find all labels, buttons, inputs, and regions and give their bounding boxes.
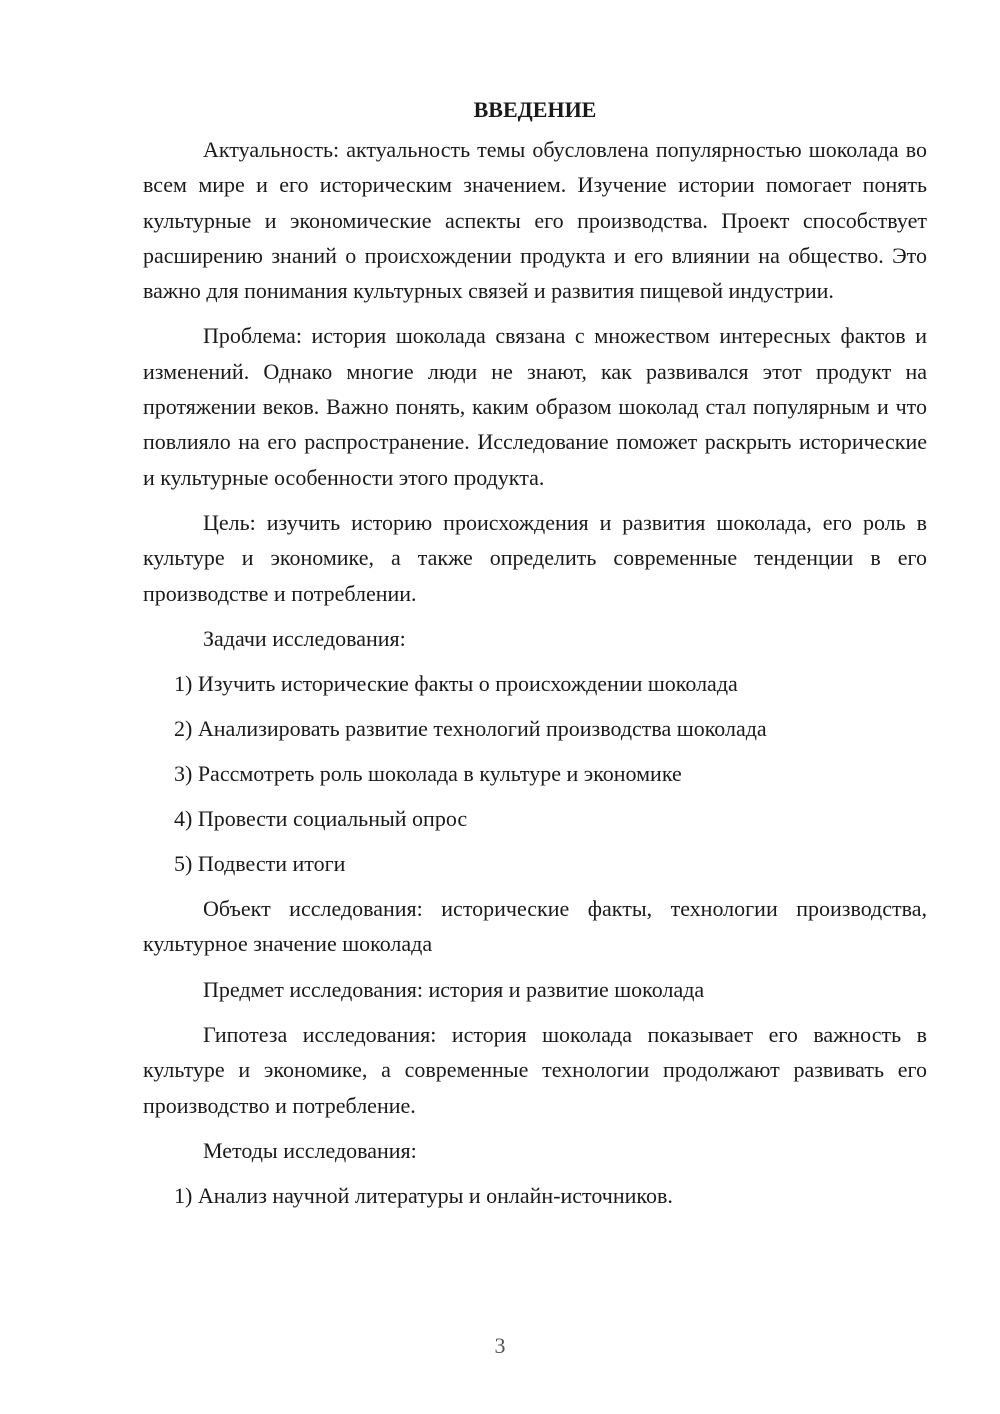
tasks-heading: Задачи исследования: [203, 625, 406, 651]
section-heading: ВВЕДЕНИЕ [473, 97, 597, 122]
page-number: 3 [494, 1333, 506, 1358]
task-item: 5) Подвести итоги [174, 851, 346, 877]
task-item: 3) Рассмотреть роль шоколада в культуре и экономике [174, 761, 682, 787]
document-page [143, 92, 927, 1223]
subject-paragraph: Предмет исследования: история и развитие шоколада [203, 976, 705, 1002]
object-paragraph: Объект исследования: исторические факты, технологии производства, культурное значение шоколада [143, 896, 927, 957]
relevance-paragraph: Актуальность: актуальность темы обусловлена популярностью шоколада во всем мире и его историческим значением. Изучение истории помогает понять культурные и экономические аспекты его производства. Проект способствует расширению знаний о происхождении продукта и его влиянии на общество. Это важно для понимания культурных связей и развития пищевой индустрии. [143, 137, 927, 304]
task-item: 2) Анализировать развитие технологий производства шоколада [174, 716, 767, 742]
goal-paragraph: Цель: изучить историю происхождения и развития шоколада, его роль в культуре и экономике, а также определить современные тенденции в его производстве и потреблении. [143, 509, 927, 606]
task-item: 4) Провести социальный опрос [174, 806, 468, 832]
methods-heading: Методы исследования: [203, 1137, 417, 1163]
hypothesis-paragraph: Гипотеза исследования: история шоколада показывает его важность в культуре и экономике, а современные технологии продолжают развивать его производство и потребление. [143, 1022, 927, 1118]
method-item: 1) Анализ научной литературы и онлайн-источников. [174, 1183, 673, 1209]
task-item: 1) Изучить исторические факты о происхождении шоколада [174, 671, 738, 697]
problem-paragraph: Проблема: история шоколада связана с множеством интересных фактов и изменений. Однако многие люди не знают, как развивался этот продукт на протяжении веков. Важно понять, каким образом шоколад стал популярным и что повлияло на его распространение. Исследование поможет раскрыть исторические и культурные особенности этого продукта. [143, 323, 927, 490]
